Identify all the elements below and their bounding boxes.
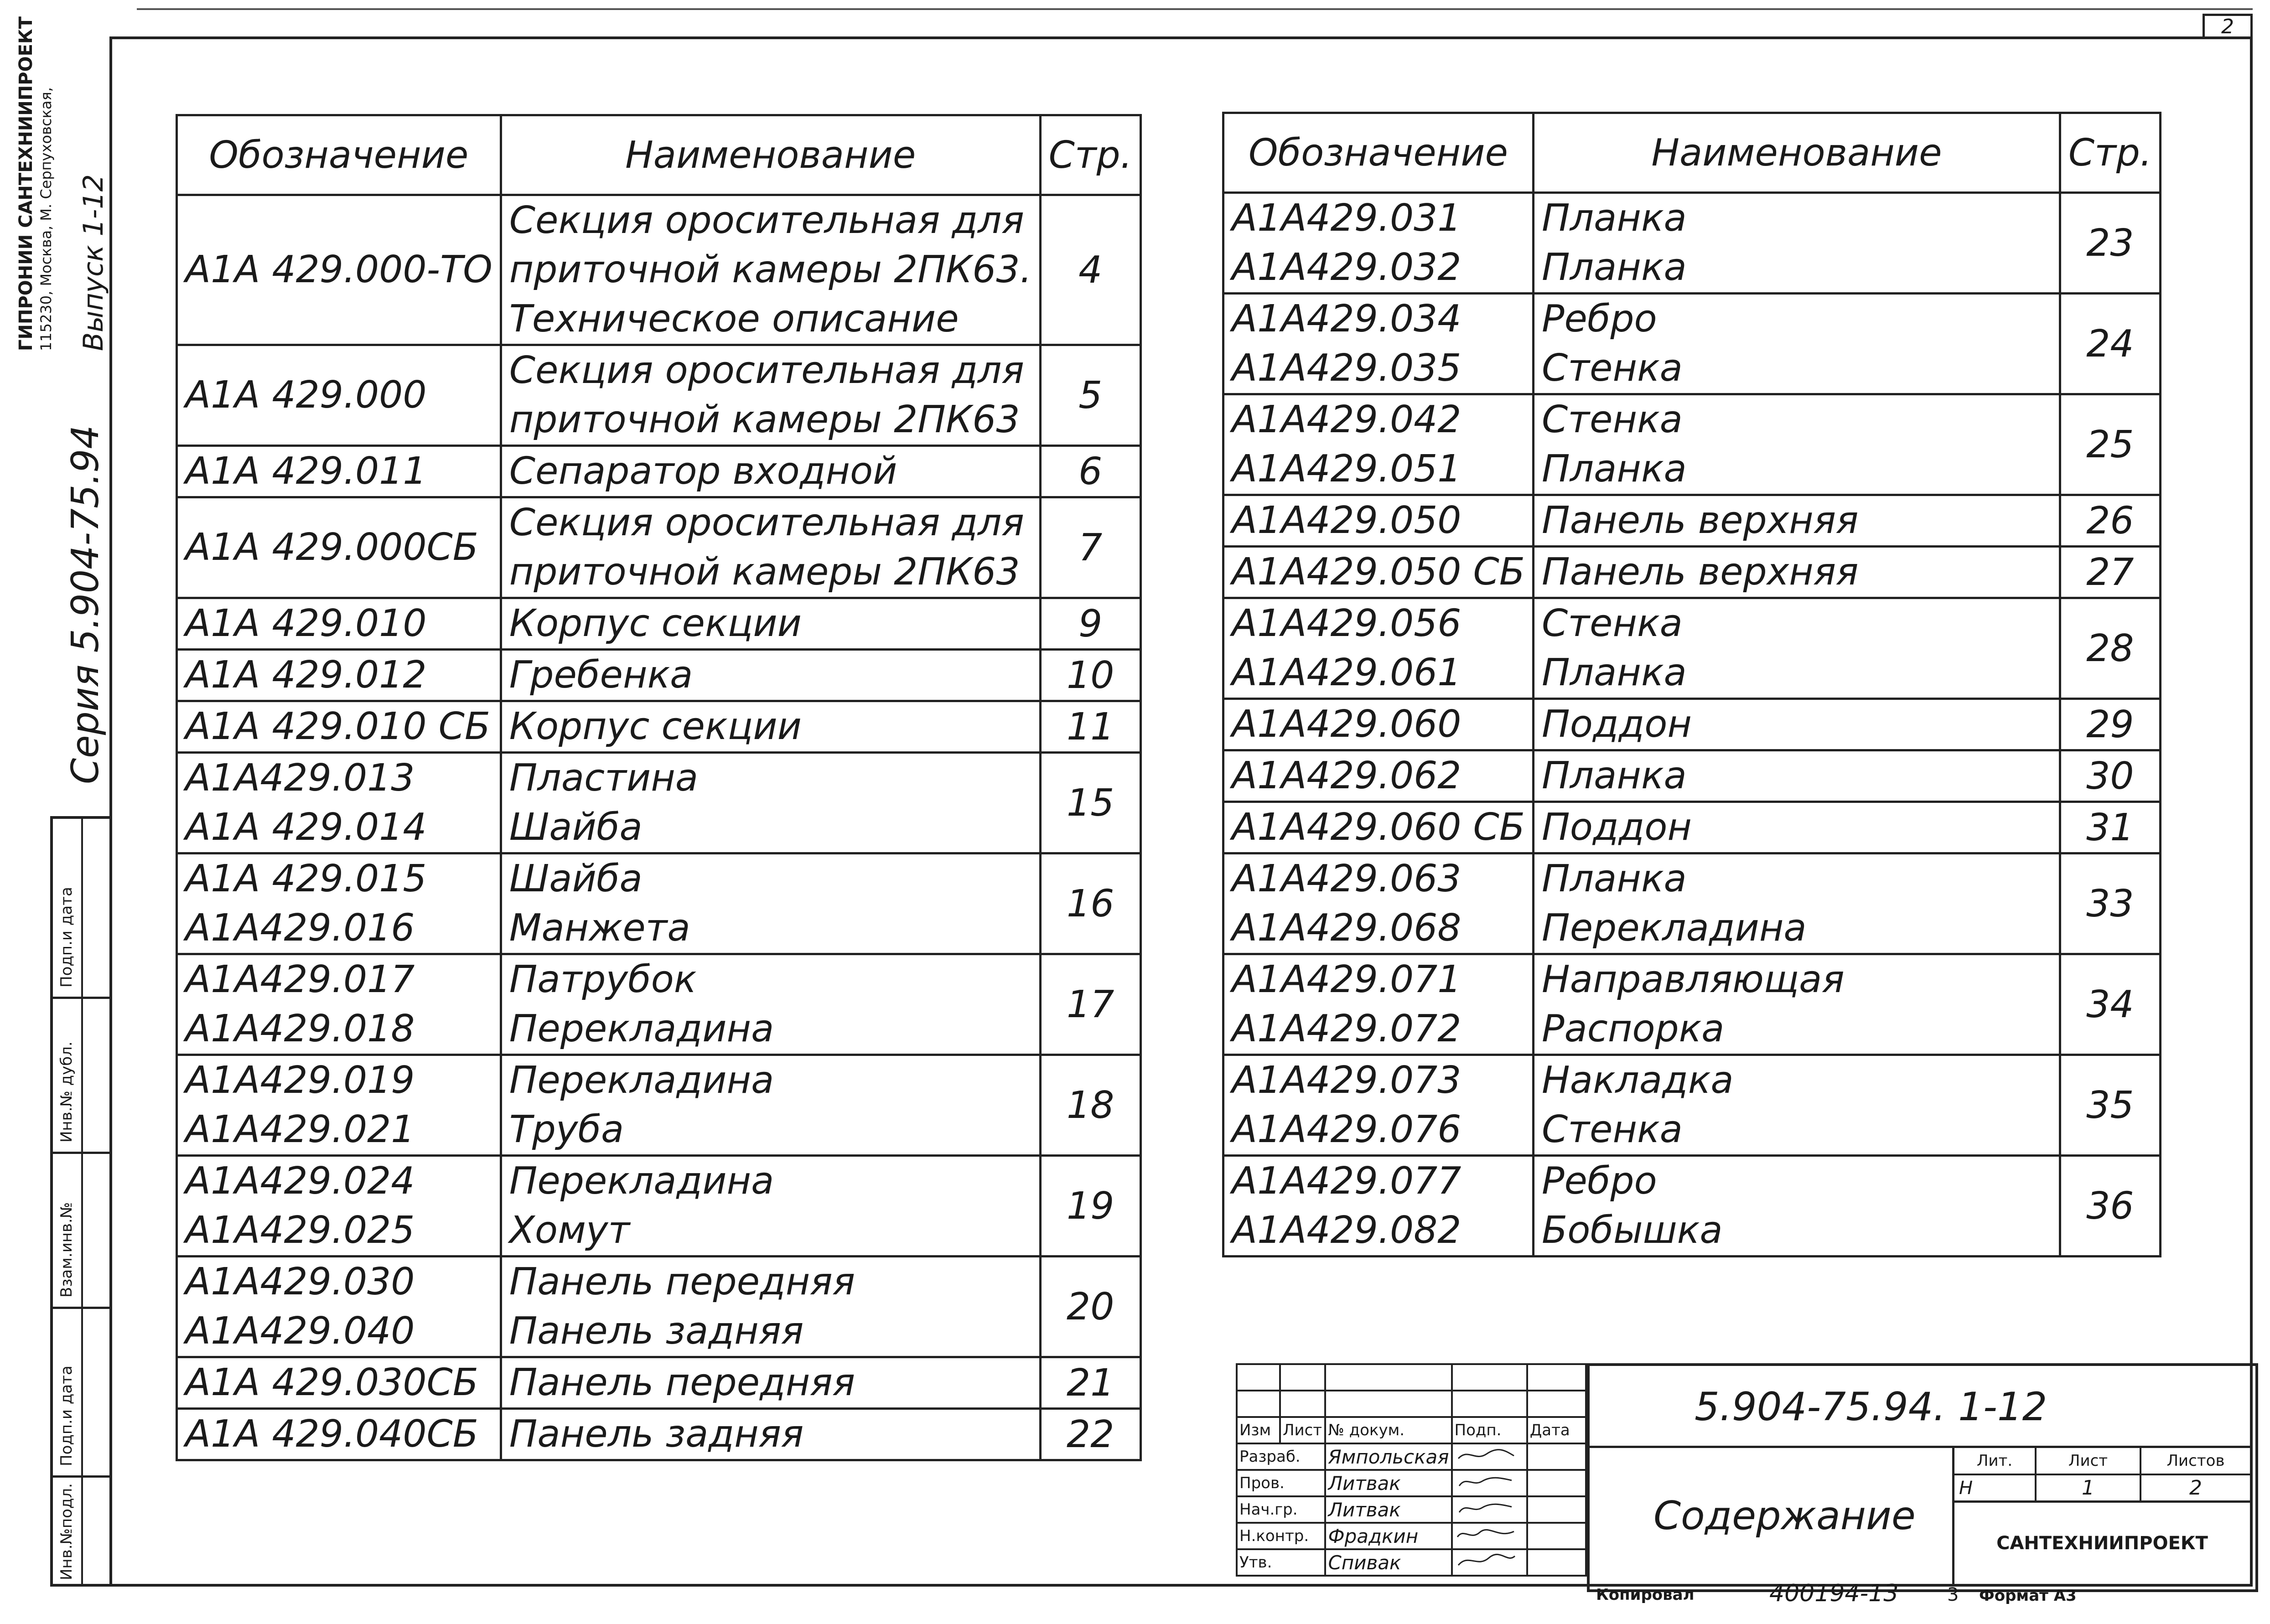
name-cell — [1534, 853, 2060, 954]
margin-label-3: Взам.инв.№ — [57, 1202, 76, 1298]
designation-code: А1А 429.040СБ — [185, 1412, 479, 1456]
item-name: Поддон — [1542, 703, 1692, 746]
item-name: Накладка — [1542, 1059, 1734, 1102]
table-row — [1223, 394, 2161, 495]
page-number: 34 — [2060, 954, 2160, 1055]
document-title: Содержание — [1590, 1448, 1954, 1584]
table-row — [1223, 954, 2161, 1055]
contents-table-right — [1222, 112, 2161, 1257]
col-izm: Изм — [1237, 1417, 1280, 1443]
signature-cell — [1452, 1443, 1527, 1470]
item-name: Стенка — [1542, 1108, 1683, 1151]
margin-label-2: Инв.№ дубл. — [57, 1041, 76, 1143]
item-name: Бобышка — [1542, 1209, 1723, 1252]
right-table-body — [1223, 193, 2161, 1257]
page-number: 22 — [1040, 1409, 1140, 1460]
name-cell — [1534, 1156, 2060, 1257]
name-cell — [501, 954, 1040, 1055]
item-name: Панель верхняя — [1542, 499, 1859, 542]
margin-cell-2 — [53, 997, 109, 1154]
item-name: Корпус секции — [509, 602, 802, 645]
item-name: Шайба — [509, 857, 643, 900]
title-block — [1236, 1363, 2253, 1587]
sheets-label: Листов — [2141, 1448, 2250, 1475]
margin-label-4: Подп.и дата — [57, 1365, 76, 1466]
margin-label-5: Инв.№подл. — [57, 1483, 76, 1580]
item-name: Ребро — [1542, 297, 1657, 341]
signature-header-row — [1237, 1417, 1586, 1443]
header-designation: Обозначение — [177, 115, 501, 195]
format-label: Формат А3 — [1979, 1587, 2077, 1605]
page-number: 20 — [1040, 1257, 1140, 1357]
table-header-row — [177, 115, 1141, 195]
designation-code: А1А 429.000 — [185, 373, 427, 417]
role-row-3 — [1237, 1496, 1586, 1523]
table-row — [1223, 699, 2161, 750]
designation-cell — [1223, 1055, 1534, 1156]
role-name: Литвак — [1325, 1470, 1451, 1496]
designation-code: А1А 429.000-ТО — [185, 248, 492, 291]
table-row — [1223, 750, 2161, 802]
name-cell — [501, 1409, 1040, 1460]
role-name: Фрадкин — [1325, 1523, 1451, 1549]
designation-code: А1А429.050 — [1232, 499, 1462, 542]
copy-sheet: 3 — [1947, 1584, 1959, 1605]
item-name: Панель задняя — [509, 1412, 804, 1456]
header-name: Наименование — [501, 115, 1040, 195]
item-name: Стенка — [1542, 602, 1683, 645]
designation-cell — [1223, 294, 1534, 394]
designation-cell — [1223, 495, 1534, 547]
page-number: 17 — [1040, 954, 1140, 1055]
item-name: Перекладина — [509, 1007, 774, 1050]
page-number: 4 — [1040, 195, 1140, 345]
name-cell — [501, 853, 1040, 954]
org-stamp — [14, 16, 109, 351]
table-row — [177, 497, 1141, 598]
sheet-label: Лист — [2037, 1448, 2141, 1475]
table-row — [177, 853, 1141, 954]
item-name: Планка — [1542, 246, 1687, 289]
name-cell — [1534, 294, 2060, 394]
signature-icon — [1455, 1446, 1519, 1464]
designation-code: А1А429.073 — [1232, 1059, 1462, 1102]
name-cell — [1534, 1055, 2060, 1156]
table-row — [1223, 802, 2161, 853]
lit-value: Н — [1954, 1475, 2037, 1503]
page-number: 30 — [2060, 750, 2160, 802]
designation-cell — [1223, 750, 1534, 802]
designation-code: А1А 429.012 — [185, 653, 427, 697]
page-number: 35 — [2060, 1055, 2160, 1156]
item-name: Стенка — [1542, 347, 1683, 390]
role-row-2 — [1237, 1470, 1586, 1496]
item-name: Панель передняя — [509, 1260, 855, 1303]
designation-cell — [177, 1156, 501, 1257]
name-cell — [1534, 495, 2060, 547]
designation-code: А1А 429.010 — [185, 602, 427, 645]
item-name: Труба — [509, 1108, 624, 1151]
header-name: Наименование — [1534, 113, 2060, 193]
item-name: Планка — [1542, 754, 1687, 797]
designation-cell — [1223, 853, 1534, 954]
designation-cell — [1223, 547, 1534, 598]
designation-cell — [177, 954, 501, 1055]
designation-cell — [177, 195, 501, 345]
role-row-4 — [1237, 1523, 1586, 1549]
designation-code: А1А429.025 — [185, 1209, 415, 1252]
page-number: 19 — [1040, 1156, 1140, 1257]
designation-code: А1А429.060 — [1232, 703, 1462, 746]
table-row — [1223, 1156, 2161, 1257]
item-name: приточной камеры 2ПК63. — [509, 248, 1032, 291]
role-name: Литвак — [1325, 1496, 1451, 1523]
name-cell — [1534, 802, 2060, 853]
designation-code: А1А 429.000СБ — [185, 526, 479, 569]
item-name: приточной камеры 2ПК63 — [509, 550, 1020, 594]
col-doc: № докум. — [1325, 1417, 1451, 1443]
designation-cell — [177, 345, 501, 446]
name-cell — [501, 497, 1040, 598]
designation-code: А1А 429.014 — [185, 806, 427, 849]
designation-cell — [1223, 394, 1534, 495]
sheets-value: 2 — [2189, 1476, 2202, 1500]
table-row — [177, 345, 1141, 446]
designation-code: А1А 429.030СБ — [185, 1361, 479, 1404]
designation-code: А1А429.031 — [1232, 197, 1462, 240]
item-name: приточной камеры 2ПК63 — [509, 398, 1020, 441]
name-cell — [1534, 699, 2060, 750]
designation-code: А1А429.013 — [185, 756, 415, 800]
header-page: Стр. — [2060, 113, 2160, 193]
margin-label-1: Подп.и дата — [57, 887, 76, 988]
table-row — [177, 598, 1141, 650]
designation-code: А1А429.035 — [1232, 347, 1462, 390]
designation-code: А1А429.034 — [1232, 297, 1462, 341]
table-row — [1223, 598, 2161, 699]
item-name: Планка — [1542, 651, 1687, 694]
designation-code: А1А429.068 — [1232, 906, 1462, 950]
page-number: 36 — [2060, 1156, 2160, 1257]
designation-code: А1А429.071 — [1232, 958, 1462, 1001]
table-header-row — [1223, 113, 2161, 193]
margin-cell-4 — [53, 1307, 109, 1478]
designation-code: А1А429.040 — [185, 1309, 415, 1353]
col-list: Лист — [1280, 1417, 1326, 1443]
copy-number: 400194-13 — [1769, 1580, 1899, 1607]
designation-code: А1А429.061 — [1232, 651, 1462, 694]
margin-cell-1 — [53, 819, 109, 999]
series-label: Серия 5.904-75.94 — [64, 425, 107, 784]
name-cell — [501, 1156, 1040, 1257]
designation-cell — [1223, 193, 1534, 294]
table-row — [177, 195, 1141, 345]
name-cell — [1534, 954, 2060, 1055]
item-name: Распорка — [1542, 1007, 1725, 1050]
org-stamp-issue: Выпуск 1-12 — [78, 174, 109, 351]
page-number: 27 — [2060, 547, 2160, 598]
signature-icon — [1455, 1472, 1519, 1490]
name-cell — [1534, 598, 2060, 699]
designation-code: А1А429.082 — [1232, 1209, 1462, 1252]
item-name: Патрубок — [509, 958, 697, 1001]
item-name: Пластина — [509, 756, 699, 800]
title-block-signatures — [1236, 1363, 1587, 1587]
name-cell — [1534, 750, 2060, 802]
role-row-1 — [1237, 1443, 1586, 1470]
designation-cell — [177, 1357, 501, 1409]
item-name: Ребро — [1542, 1159, 1657, 1203]
designation-cell — [177, 598, 501, 650]
name-cell — [501, 598, 1040, 650]
designation-code: А1А429.030 — [185, 1260, 415, 1303]
designation-cell — [1223, 802, 1534, 853]
table-row — [1223, 193, 2161, 294]
page-number: 26 — [2060, 495, 2160, 547]
signature-cell — [1452, 1496, 1527, 1523]
designation-cell — [177, 753, 501, 853]
item-name: Перекладина — [509, 1059, 774, 1102]
designation-code: А1А429.060 СБ — [1232, 806, 1525, 849]
title-block-main — [1587, 1363, 2258, 1592]
page-number: 11 — [1040, 701, 1140, 753]
table-row — [1223, 853, 2161, 954]
table-row — [177, 446, 1141, 497]
org-stamp-line2: 115230, Москва, М. Серпуховская, — [37, 87, 55, 351]
name-cell — [501, 1357, 1040, 1409]
page-number: 25 — [2060, 394, 2160, 495]
table-row — [177, 954, 1141, 1055]
sheet-info-block — [1954, 1448, 2250, 1503]
designation-code: А1А429.017 — [185, 958, 415, 1001]
table-row — [177, 1257, 1141, 1357]
table-row — [177, 650, 1141, 701]
page-number: 5 — [1040, 345, 1140, 446]
designation-code: А1А429.019 — [185, 1059, 415, 1102]
name-cell — [501, 753, 1040, 853]
left-margin-block — [50, 816, 109, 1587]
margin-cell-3 — [53, 1152, 109, 1309]
lit-label: Лит. — [1954, 1448, 2037, 1475]
designation-code: А1А429.056 — [1232, 602, 1462, 645]
role-name: Ямпольская — [1325, 1443, 1451, 1470]
item-name: Перекладина — [509, 1159, 774, 1203]
col-date: Дата — [1527, 1417, 1586, 1443]
item-name: Секция оросительная для — [509, 199, 1024, 242]
margin-cell-5 — [53, 1475, 109, 1587]
page-number: 33 — [2060, 853, 2160, 954]
signature-icon — [1455, 1552, 1519, 1570]
page-number: 23 — [2060, 193, 2160, 294]
name-cell — [501, 195, 1040, 345]
name-cell — [1534, 547, 2060, 598]
designation-cell — [177, 1257, 501, 1357]
table-row — [1223, 547, 2161, 598]
designation-code: А1А 429.011 — [185, 450, 427, 493]
col-sign: Подп. — [1452, 1417, 1527, 1443]
sheet-number: 2 — [2203, 14, 2253, 39]
item-name: Поддон — [1542, 806, 1692, 849]
signature-cell — [1452, 1470, 1527, 1496]
designation-code: А1А 429.010 СБ — [185, 705, 491, 748]
designation-cell — [1223, 1156, 1534, 1257]
table-row — [1223, 495, 2161, 547]
designation-code: А1А429.050 СБ — [1232, 550, 1525, 594]
name-cell — [501, 650, 1040, 701]
page-number: 31 — [2060, 802, 2160, 853]
item-name: Планка — [1542, 857, 1687, 900]
table-row — [177, 753, 1141, 853]
signature-table — [1236, 1363, 1587, 1577]
designation-cell — [177, 497, 501, 598]
page-number: 10 — [1040, 650, 1140, 701]
left-table-body — [177, 195, 1141, 1460]
designation-cell — [177, 853, 501, 954]
signature-icon — [1455, 1525, 1519, 1543]
designation-code: А1А429.016 — [185, 906, 415, 950]
table-row — [177, 1357, 1141, 1409]
page-number: 28 — [2060, 598, 2160, 699]
page-number: 16 — [1040, 853, 1140, 954]
item-name: Корпус секции — [509, 705, 802, 748]
item-name: Планка — [1542, 447, 1687, 491]
item-name: Секция оросительная для — [509, 349, 1024, 392]
signature-cell — [1452, 1549, 1527, 1576]
designation-code: А1А429.024 — [185, 1159, 415, 1203]
item-name: Панель задняя — [509, 1309, 804, 1353]
top-border-line — [137, 8, 2253, 10]
designation-cell — [1223, 699, 1534, 750]
name-cell — [501, 701, 1040, 753]
item-name: Шайба — [509, 806, 643, 849]
item-name: Хомут — [509, 1209, 630, 1252]
page-number: 6 — [1040, 446, 1140, 497]
org-name: САНТЕХНИИПРОЕКТ — [1996, 1533, 2208, 1554]
item-name: Перекладина — [1542, 906, 1807, 950]
designation-code: А1А429.021 — [185, 1108, 415, 1151]
role-label: Н.контр. — [1237, 1523, 1325, 1549]
item-name: Техническое описание — [509, 297, 959, 341]
designation-cell — [177, 446, 501, 497]
table-row — [177, 1055, 1141, 1156]
designation-code: А1А429.032 — [1232, 246, 1462, 289]
contents-table-left — [176, 114, 1142, 1461]
item-name: Панель передняя — [509, 1361, 855, 1404]
designation-cell — [1223, 954, 1534, 1055]
signature-icon — [1455, 1499, 1519, 1517]
table-row — [1223, 294, 2161, 394]
designation-cell — [177, 1409, 501, 1460]
name-cell — [501, 345, 1040, 446]
item-name: Манжета — [509, 906, 690, 950]
designation-code: А1А429.072 — [1232, 1007, 1462, 1050]
table-row — [177, 1409, 1141, 1460]
name-cell — [501, 1257, 1040, 1357]
org-stamp-line1: ГИПРОНИИ САНТЕХНИИПРОЕКТ — [16, 16, 36, 351]
name-cell — [501, 446, 1040, 497]
sheet-value: 1 — [2037, 1475, 2141, 1503]
designation-code: А1А429.042 — [1232, 398, 1462, 441]
designation-code: А1А429.051 — [1232, 447, 1462, 491]
table-row — [177, 1156, 1141, 1257]
role-label: Нач.гр. — [1237, 1496, 1325, 1523]
table-row — [177, 701, 1141, 753]
copied-label: Копировал — [1596, 1586, 1695, 1604]
role-row-5 — [1237, 1549, 1586, 1576]
page-number: 18 — [1040, 1055, 1140, 1156]
page-number: 21 — [1040, 1357, 1140, 1409]
name-cell — [1534, 193, 2060, 294]
role-label: Разраб. — [1237, 1443, 1325, 1470]
page-number: 15 — [1040, 753, 1140, 853]
item-name: Направляющая — [1542, 958, 1845, 1001]
designation-cell — [1223, 598, 1534, 699]
designation-code: А1А429.076 — [1232, 1108, 1462, 1151]
page-number: 7 — [1040, 497, 1140, 598]
designation-code: А1А 429.015 — [185, 857, 427, 900]
designation-code: А1А429.063 — [1232, 857, 1462, 900]
designation-code: А1А429.018 — [185, 1007, 415, 1050]
name-cell — [501, 1055, 1040, 1156]
page-number: 9 — [1040, 598, 1140, 650]
item-name: Стенка — [1542, 398, 1683, 441]
page-number: 29 — [2060, 699, 2160, 750]
document-code: 5.904-75.94. 1-12 — [1590, 1366, 2250, 1448]
designation-code: А1А429.077 — [1232, 1159, 1462, 1203]
item-name: Планка — [1542, 197, 1687, 240]
role-name: Спивак — [1325, 1549, 1451, 1576]
designation-cell — [177, 701, 501, 753]
item-name: Гребенка — [509, 653, 693, 697]
role-label: Утв. — [1237, 1549, 1325, 1576]
role-label: Пров. — [1237, 1470, 1325, 1496]
table-row — [1223, 1055, 2161, 1156]
designation-cell — [177, 1055, 501, 1156]
designation-cell — [177, 650, 501, 701]
header-designation: Обозначение — [1223, 113, 1534, 193]
item-name: Секция оросительная для — [509, 501, 1024, 544]
signature-cell — [1452, 1523, 1527, 1549]
name-cell — [1534, 394, 2060, 495]
page-number: 24 — [2060, 294, 2160, 394]
header-page: Стр. — [1040, 115, 1140, 195]
item-name: Панель верхняя — [1542, 550, 1859, 594]
item-name: Сепаратор входной — [509, 450, 897, 493]
designation-code: А1А429.062 — [1232, 754, 1462, 797]
